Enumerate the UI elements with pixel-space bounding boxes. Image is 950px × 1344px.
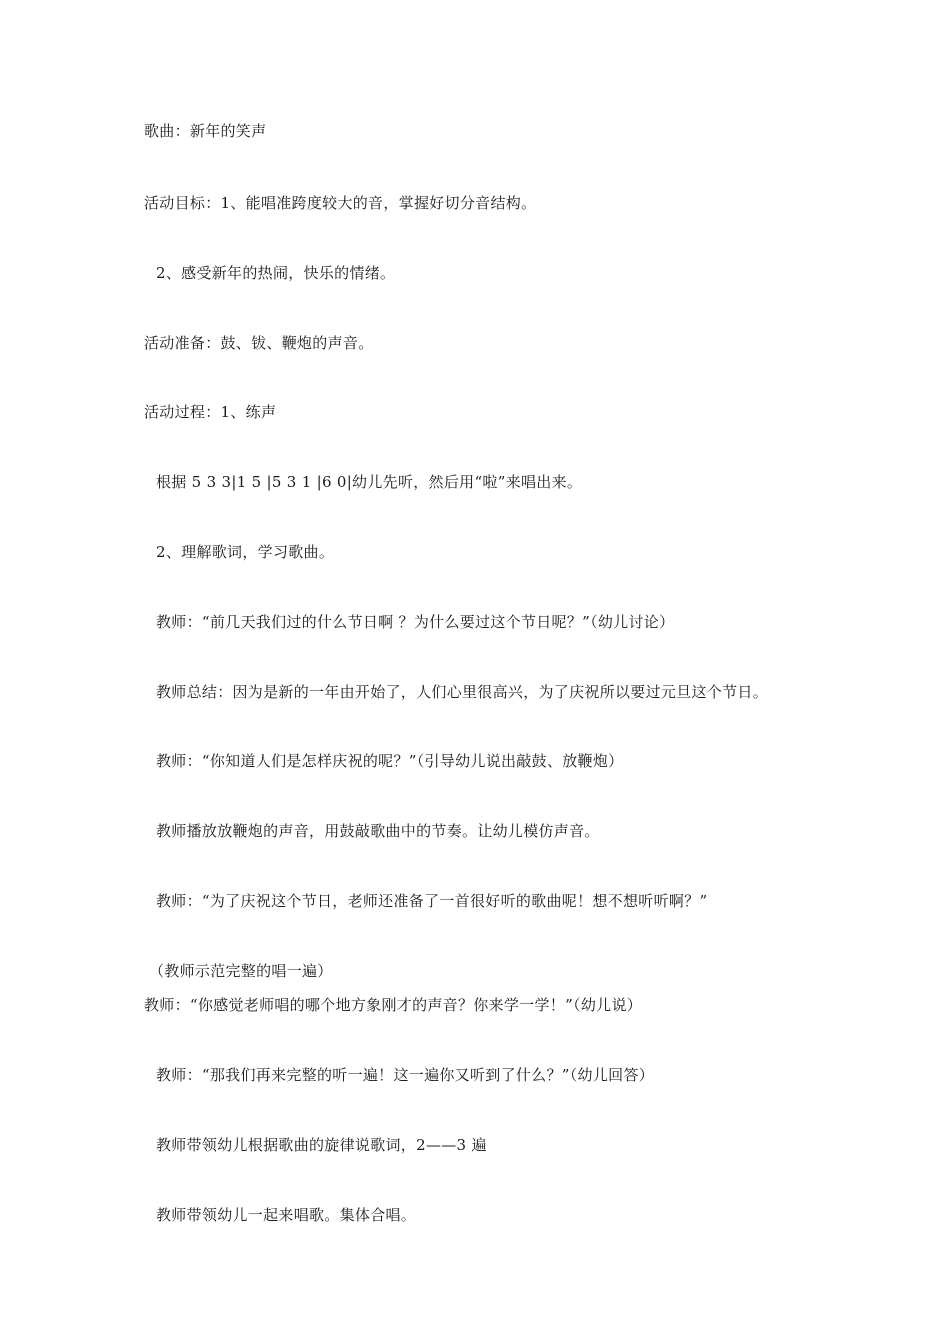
teacher-play-sound: 教师播放放鞭炮的声音，用鼓敲歌曲中的节奏。让幼儿模仿声音。 (156, 822, 600, 840)
teacher-question-2: 教师：“你知道人们是怎样庆祝的呢？”（引导幼儿说出敲鼓、放鞭炮） (156, 752, 624, 770)
teacher-lyrics-practice: 教师带领幼儿根据歌曲的旋律说歌词，2——3 遍 (156, 1136, 487, 1154)
activity-goal-2: 2、感受新年的热闹，快乐的情绪。 (156, 264, 396, 282)
teacher-demonstration: （教师示范完整的唱一遍） (149, 962, 333, 980)
vocal-exercise-line: 根据 5 3 3|1 5 |5 3 1 |6 0|幼儿先听，然后用“啦”来唱出来。 (156, 473, 583, 491)
teacher-question-4: 教师：“你感觉老师唱的哪个地方象刚才的声音？你来学一学！”（幼儿说） (144, 996, 643, 1014)
song-title: 歌曲：新年的笑声 (144, 122, 267, 140)
teacher-sing-together: 教师带领幼儿一起来唱歌。集体合唱。 (156, 1206, 417, 1224)
teacher-question-3: 教师：“为了庆祝这个节日，老师还准备了一首很好听的歌曲呢！想不想听听啊？” (156, 892, 708, 910)
teacher-question-1: 教师：“前几天我们过的什么节日啊 ？为什么要过这个节日呢？”（幼儿讨论） (156, 613, 675, 631)
teacher-summary: 教师总结：因为是新的一年由开始了，人们心里很高兴，为了庆祝所以要过元旦这个节日。 (156, 683, 769, 701)
activity-preparation: 活动准备：鼓、钹、鞭炮的声音。 (144, 334, 374, 352)
activity-process-1: 活动过程：1、练声 (144, 403, 277, 421)
activity-process-2: 2、理解歌词，学习歌曲。 (156, 543, 335, 561)
teacher-question-5: 教师：“那我们再来完整的听一遍！这一遍你又听到了什么？”（幼儿回答） (156, 1066, 655, 1084)
activity-goal-1: 活动目标：1、能唱准跨度较大的音，掌握好切分音结构。 (144, 194, 537, 212)
